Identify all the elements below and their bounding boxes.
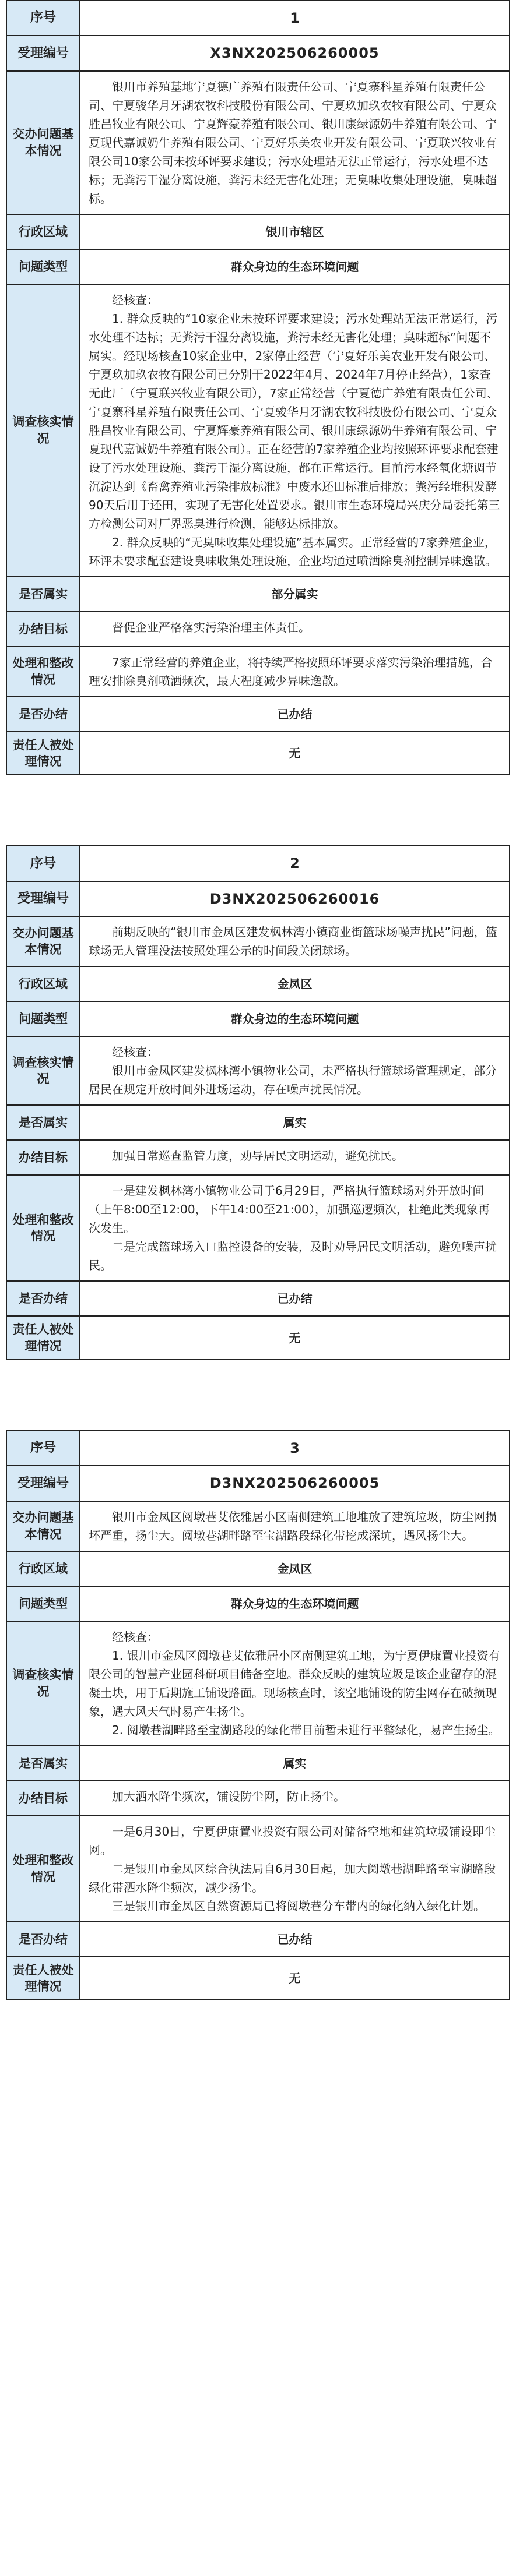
goal-text: 督促企业严格落实污染治理主体责任。 bbox=[112, 620, 310, 634]
basic-row bbox=[7, 917, 509, 967]
goal-row bbox=[7, 1141, 509, 1176]
type-value: 群众身边的生态环境问题 bbox=[230, 259, 359, 274]
code-value: D3NX202506260016 bbox=[209, 890, 380, 907]
seq-value: 1 bbox=[290, 10, 300, 26]
truth-row bbox=[7, 1746, 509, 1781]
rect-paragraph: 二是银川市金凤区综合执法局自6月30日起，加大阅墩巷湖畔路至宝湖路段绿化带洒水降尘频次，减少扬尘。 bbox=[89, 1861, 496, 1894]
seq-row bbox=[7, 846, 509, 881]
rect-row bbox=[7, 1176, 509, 1282]
region-value: 金凤区 bbox=[277, 977, 313, 991]
done-value: 已办结 bbox=[277, 1932, 313, 1946]
verify-label: 调查核实情况 bbox=[7, 1037, 80, 1104]
region-value: 金凤区 bbox=[277, 1561, 313, 1576]
seq-label: 序号 bbox=[7, 846, 80, 880]
code-value: X3NX202506260005 bbox=[210, 45, 380, 62]
seq-value: 2 bbox=[290, 855, 300, 872]
rect-row bbox=[7, 647, 509, 697]
code-row bbox=[7, 36, 509, 71]
region-label: 行政区域 bbox=[7, 215, 80, 249]
verify-paragraph: 经核查： bbox=[112, 1629, 159, 1644]
verify-row bbox=[7, 1037, 509, 1106]
code-label: 受理编号 bbox=[7, 36, 80, 70]
code-row bbox=[7, 1466, 509, 1501]
seq-label: 序号 bbox=[7, 1431, 80, 1465]
region-row bbox=[7, 215, 509, 250]
truth-row bbox=[7, 577, 509, 612]
verify-paragraph: 1. 群众反映的“10家企业未按环评要求建设；污水处理站无法正常运行，污水处理不达标；无粪污干湿分离设施，粪污未经无害化处理；臭味超标”问题不属实。经现场核查10家企业中，2家停止经营（宁夏好乐美农业开发有限公司、宁夏玖加玖农牧有限公司已分别于2022年4月、2024年7月停止经营），1家查无此厂（宁夏联兴牧业有限公司），7家正常经营（宁夏德广养殖有限责任公司、宁夏寨科星养殖有限责任公司、宁夏骏华月牙湖农牧科技股份有限公司、宁夏众胜昌牧业有限公司、宁夏辉豪养殖有限公司、银川康绿源奶牛养殖有限公司、宁夏现代嘉诚奶牛养殖有限公司）。正在经营的7家养殖企业均按照环评要求配套建设了污水处理设施、粪污干湿分离设施，都在正常运行。目前污水经氧化塘调节沉淀达到《畜禽养殖业污染排放标准》中废水还田标准后排放；粪污经堆积发酵90天后用于还田，实现了无害化处置要求。银川市生态环境局兴庆分局委托第三方检测公司对厂界恶臭进行检测，能够达标排放。 bbox=[89, 311, 500, 531]
type-label: 问题类型 bbox=[7, 250, 80, 284]
truth-label: 是否属实 bbox=[7, 577, 80, 611]
type-value: 群众身边的生态环境问题 bbox=[230, 1012, 359, 1026]
done-value: 已办结 bbox=[277, 1291, 313, 1306]
type-label: 问题类型 bbox=[7, 1002, 80, 1036]
rect-paragraph: 三是银川市金凤区自然资源局已将阅墩巷分车带内的绿化纳入绿化计划。 bbox=[112, 1899, 485, 1913]
verify-label: 调查核实情况 bbox=[7, 285, 80, 576]
rect-row bbox=[7, 1816, 509, 1922]
verify-paragraph: 经核查： bbox=[112, 292, 159, 307]
region-row bbox=[7, 1552, 509, 1587]
resp-label: 责任人被处理情况 bbox=[7, 1317, 80, 1359]
rect-label: 处理和整改情况 bbox=[7, 647, 80, 696]
verify-paragraph: 银川市金凤区建发枫林湾小镇物业公司，未严格执行篮球场管理规定，部分居民在规定开放时间外进场运动，存在噪声扰民情况。 bbox=[89, 1064, 497, 1097]
done-row bbox=[7, 697, 509, 732]
rect-paragraph: 一是建发枫林湾小镇物业公司于6月29日，严格执行篮球场对外开放时间（上午8:00至12:00，下午14:00至21:00），加强巡逻频次，杜绝此类现象再次发生。 bbox=[89, 1184, 490, 1236]
region-row bbox=[7, 967, 509, 1002]
basic-row bbox=[7, 1502, 509, 1552]
done-label: 是否办结 bbox=[7, 1282, 80, 1315]
region-label: 行政区域 bbox=[7, 1552, 80, 1586]
goal-label: 办结目标 bbox=[7, 1141, 80, 1174]
basic-text: 前期反映的“银川市金凤区建发枫林湾小镇商业街篮球场噪声扰民”问题，篮球场无人管理没法按照处理公示的时间段关闭球场。 bbox=[89, 925, 497, 958]
resp-value: 无 bbox=[289, 746, 301, 761]
done-label: 是否办结 bbox=[7, 1922, 80, 1956]
resp-label: 责任人被处理情况 bbox=[7, 732, 80, 775]
goal-row bbox=[7, 1781, 509, 1816]
goal-label: 办结目标 bbox=[7, 612, 80, 646]
verify-row bbox=[7, 1622, 509, 1746]
code-row bbox=[7, 882, 509, 917]
basic-text: 银川市养殖基地宁夏德广养殖有限责任公司、宁夏寨科星养殖有限责任公司、宁夏骏华月牙湖农牧科技股份有限公司、宁夏玖加玖农牧有限公司、宁夏众胜昌牧业有限公司、宁夏辉豪养殖有限公司、银川康绿源奶牛养殖有限公司、宁夏现代嘉诚奶牛养殖有限公司、宁夏好乐美农业开发有限公司、宁夏联兴牧业有限公司10家公司未按环评要求建设；污水处理站无法正常运行，污水处理不达标；无粪污干湿分离设施，粪污未经无害化处理；无臭味收集处理设施，臭味超标。 bbox=[89, 79, 497, 206]
resp-value: 无 bbox=[289, 1331, 301, 1345]
type-label: 问题类型 bbox=[7, 1587, 80, 1621]
resp-row bbox=[7, 732, 509, 775]
verify-row bbox=[7, 285, 509, 577]
verify-paragraph: 1. 银川市金凤区阅墩巷艾依雅居小区南侧建筑工地，为宁夏伊康置业投资有限公司的智慧产业园科研项目储备空地。群众反映的建筑垃圾是该企业留存的混凝土块，用于后期施工铺设路面。现场核查时，该空地铺设的防尘网存在破损现象，遇大风天气时易产生扬尘。 bbox=[89, 1648, 500, 1718]
region-label: 行政区域 bbox=[7, 967, 80, 1001]
truth-value: 属实 bbox=[283, 1756, 307, 1770]
goal-label: 办结目标 bbox=[7, 1781, 80, 1815]
region-value: 银川市辖区 bbox=[265, 224, 324, 239]
done-value: 已办结 bbox=[277, 707, 313, 721]
goal-text: 加大洒水降尘频次，铺设防尘网，防止扬尘。 bbox=[112, 1789, 345, 1804]
basic-label: 交办问题基本情况 bbox=[7, 72, 80, 214]
record-card-3 bbox=[6, 1430, 510, 2000]
resp-label: 责任人被处理情况 bbox=[7, 1957, 80, 2000]
rect-paragraph: 7家正常经营的养殖企业，将持续严格按照环评要求落实污染治理措施，合理安排除臭剂喷洒频次，最大程度减少异味逸散。 bbox=[89, 655, 493, 688]
done-label: 是否办结 bbox=[7, 697, 80, 731]
record-card-2 bbox=[6, 845, 510, 1360]
truth-label: 是否属实 bbox=[7, 1746, 80, 1780]
type-value: 群众身边的生态环境问题 bbox=[230, 1596, 359, 1611]
done-row bbox=[7, 1922, 509, 1957]
seq-row bbox=[7, 1, 509, 36]
type-row bbox=[7, 1587, 509, 1622]
seq-value: 3 bbox=[290, 1439, 300, 1456]
resp-row bbox=[7, 1317, 509, 1359]
code-value: D3NX202506260005 bbox=[209, 1475, 380, 1492]
goal-text: 加强日常巡查监管力度，劝导居民文明运动，避免扰民。 bbox=[112, 1149, 403, 1163]
rect-paragraph: 二是完成篮球场入口监控设备的安装，及时劝导居民文明活动，避免噪声扰民。 bbox=[89, 1240, 497, 1273]
verify-label: 调查核实情况 bbox=[7, 1622, 80, 1745]
truth-label: 是否属实 bbox=[7, 1106, 80, 1139]
record-card-1 bbox=[6, 0, 510, 775]
goal-row bbox=[7, 612, 509, 647]
code-label: 受理编号 bbox=[7, 1466, 80, 1500]
basic-label: 交办问题基本情况 bbox=[7, 1502, 80, 1551]
resp-row bbox=[7, 1957, 509, 2000]
seq-row bbox=[7, 1431, 509, 1466]
basic-row bbox=[7, 72, 509, 215]
truth-value: 属实 bbox=[283, 1116, 307, 1130]
verify-paragraph: 经核查： bbox=[112, 1045, 159, 1060]
type-row bbox=[7, 250, 509, 285]
rect-label: 处理和整改情况 bbox=[7, 1176, 80, 1280]
seq-label: 序号 bbox=[7, 1, 80, 35]
rect-label: 处理和整改情况 bbox=[7, 1816, 80, 1921]
truth-value: 部分属实 bbox=[271, 587, 318, 601]
resp-value: 无 bbox=[289, 1971, 301, 1986]
basic-label: 交办问题基本情况 bbox=[7, 917, 80, 966]
verify-paragraph: 2. 群众反映的“无臭味收集处理设施”基本属实。正常经营的7家养殖企业，环评未要求配套建设臭味收集处理设施，企业均通过喷洒除臭剂控制异味逸散。 bbox=[89, 535, 497, 568]
truth-row bbox=[7, 1106, 509, 1141]
verify-paragraph: 2. 阅墩巷湖畔路至宝湖路段的绿化带目前暂未进行平整绿化，易产生扬尘。 bbox=[112, 1723, 500, 1737]
code-label: 受理编号 bbox=[7, 882, 80, 916]
type-row bbox=[7, 1002, 509, 1037]
rect-paragraph: 一是6月30日，宁夏伊康置业投资有限公司对储备空地和建筑垃圾铺设即尘网。 bbox=[89, 1824, 496, 1857]
basic-text: 银川市金凤区阅墩巷艾依雅居小区南侧建筑工地堆放了建筑垃圾，防尘网损坏严重，扬尘大。阅墩巷湖畔路至宝湖路段绿化带挖成深坑，遇风扬尘大。 bbox=[89, 1509, 497, 1543]
done-row bbox=[7, 1282, 509, 1317]
